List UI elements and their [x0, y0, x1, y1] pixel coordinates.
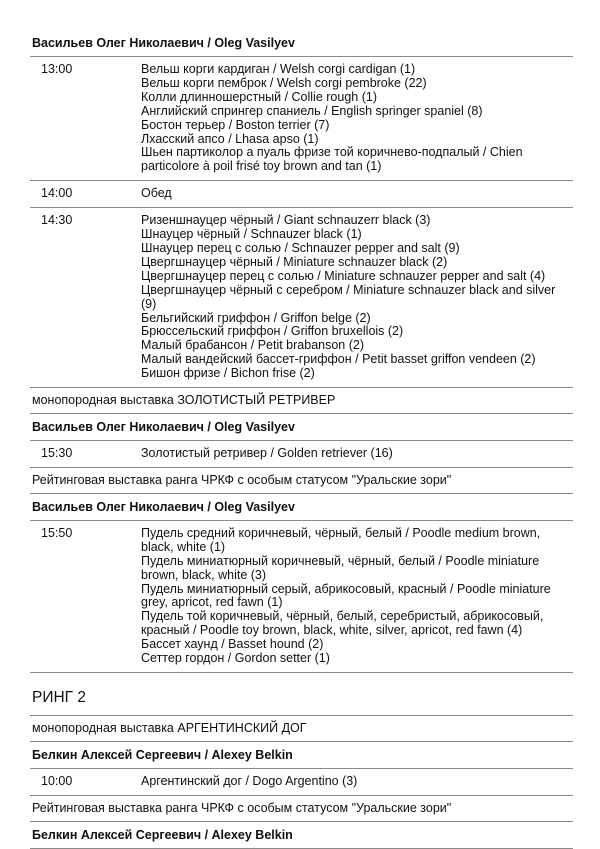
judge-heading: Белкин Алексей Сергеевич / Alexey Belkin — [30, 822, 573, 849]
breed-entry: Брюссельский гриффон / Griffon bruxellois (2) — [141, 324, 404, 339]
breed-entry: Пудель миниатюрный коричневый, чёрный, белый / Poodle miniature brown, black, white (3) — [141, 553, 540, 582]
breed-entry: Золотистый ретривер / Golden retriever (16) — [141, 446, 393, 461]
schedule-slot — [30, 441, 573, 468]
breed-entry: Бассет хаунд / Basset hound (2) — [141, 637, 324, 652]
slot-time: 13:00 — [41, 62, 73, 76]
breed-entry: Пудель той коричневый, чёрный, белый, серебристый, абрикосовый, красный / Poodle toy brown, black, white, silver, apricot, red fawn (4) — [141, 609, 544, 638]
slot-time: 15:50 — [41, 525, 73, 540]
show-title: Рейтинговая выставка ранга ЧРКФ с особым статусом "Уральские зори" — [30, 468, 573, 494]
schedule-slot — [30, 769, 573, 796]
breed-entry: Цвергшнауцер чёрный / Miniature schnauzer black (2) — [141, 254, 448, 269]
breed-entry: Сеттер гордон / Gordon setter (1) — [141, 651, 330, 666]
breed-entry: Шьен партиколор а пуаль фризе той коричнево-подпалый / Chien particolore à poil frisé toy brown and tan (1) — [141, 145, 523, 174]
breed-entry: Малый брабансон / Petit brabanson (2) — [141, 338, 365, 353]
breed-entry: Колли длинношерстный / Collie rough (1) — [141, 89, 377, 104]
breed-entry: Шнауцер чёрный / Schnauzer black (1) — [141, 227, 362, 242]
breed-entry: Английский спрингер спаниель / English springer spaniel (8) — [141, 103, 483, 118]
schedule-slot — [30, 208, 573, 388]
breed-entry: Цвергшнауцер чёрный с серебром / Miniature schnauzer black and silver (9) — [141, 282, 556, 311]
breed-entry: Бишон фризе / Bichon frise (2) — [141, 366, 315, 381]
judge-heading: Васильев Олег Николаевич / Oleg Vasilyev — [30, 414, 573, 441]
slot-time: 15:30 — [41, 446, 73, 461]
breed-list — [141, 527, 573, 666]
show-title: монопородная выставка ЗОЛОТИСТЫЙ РЕТРИВЕР — [30, 388, 573, 414]
breed-entry: Малый вандейский бассет-гриффон / Petit basset griffon vendeen (2) — [141, 352, 536, 367]
breed-entry: Пудель средний коричневый, чёрный, белый / Poodle medium brown, black, white (1) — [141, 525, 541, 554]
ring-heading: РИНГ 2 — [30, 673, 573, 716]
slot-time: 14:30 — [41, 213, 73, 228]
breed-entry: Бельгийский гриффон / Griffon belge (2) — [141, 310, 371, 325]
breed-list — [141, 447, 573, 461]
breed-entry: Аргентинский дог / Dogo Argentino (3) — [141, 774, 358, 788]
schedule-slot — [30, 521, 573, 673]
breed-entry: Шнауцер перец с солью / Schnauzer pepper and salt (9) — [141, 240, 460, 255]
breed-list — [141, 63, 573, 174]
judge-heading: Васильев Олег Николаевич / Oleg Vasilyev — [30, 494, 573, 521]
breed-list — [141, 214, 573, 381]
breed-list — [141, 775, 573, 789]
slot-time: 10:00 — [41, 774, 73, 788]
schedule-slot — [30, 181, 573, 208]
breed-entry: Вельш корги пемброк / Welsh corgi pembroke (22) — [141, 75, 427, 90]
breed-entry: Цвергшнауцер перец с солью / Miniature schnauzer pepper and salt (4) — [141, 268, 546, 283]
breed-entry: Пудель миниатюрный серый, абрикосовый, красный / Poodle miniature grey, apricot, red fawn (1) — [141, 581, 551, 610]
schedule-slot — [30, 57, 573, 181]
breed-entry: Ризеншнауцер чёрный / Giant schnauzerr black (3) — [141, 213, 431, 228]
breed-entry: Вельш корги кардиган / Welsh corgi cardigan (1) — [141, 62, 416, 76]
judge-heading: Васильев Олег Николаевич / Oleg Vasilyev — [30, 30, 573, 57]
show-title: Рейтинговая выставка ранга ЧРКФ с особым статусом "Уральские зори" — [30, 796, 573, 822]
breed-entry: Бостон терьер / Boston terrier (7) — [141, 117, 330, 132]
slot-time: 14:00 — [41, 186, 73, 201]
show-title: монопородная выставка АРГЕНТИНСКИЙ ДОГ — [30, 716, 573, 742]
schedule-page — [30, 30, 573, 849]
lunch-break: Обед — [141, 186, 172, 201]
judge-heading: Белкин Алексей Сергеевич / Alexey Belkin — [30, 742, 573, 769]
breed-entry: Лхасский апсо / Lhasa apso (1) — [141, 131, 319, 146]
breed-list — [141, 187, 573, 201]
